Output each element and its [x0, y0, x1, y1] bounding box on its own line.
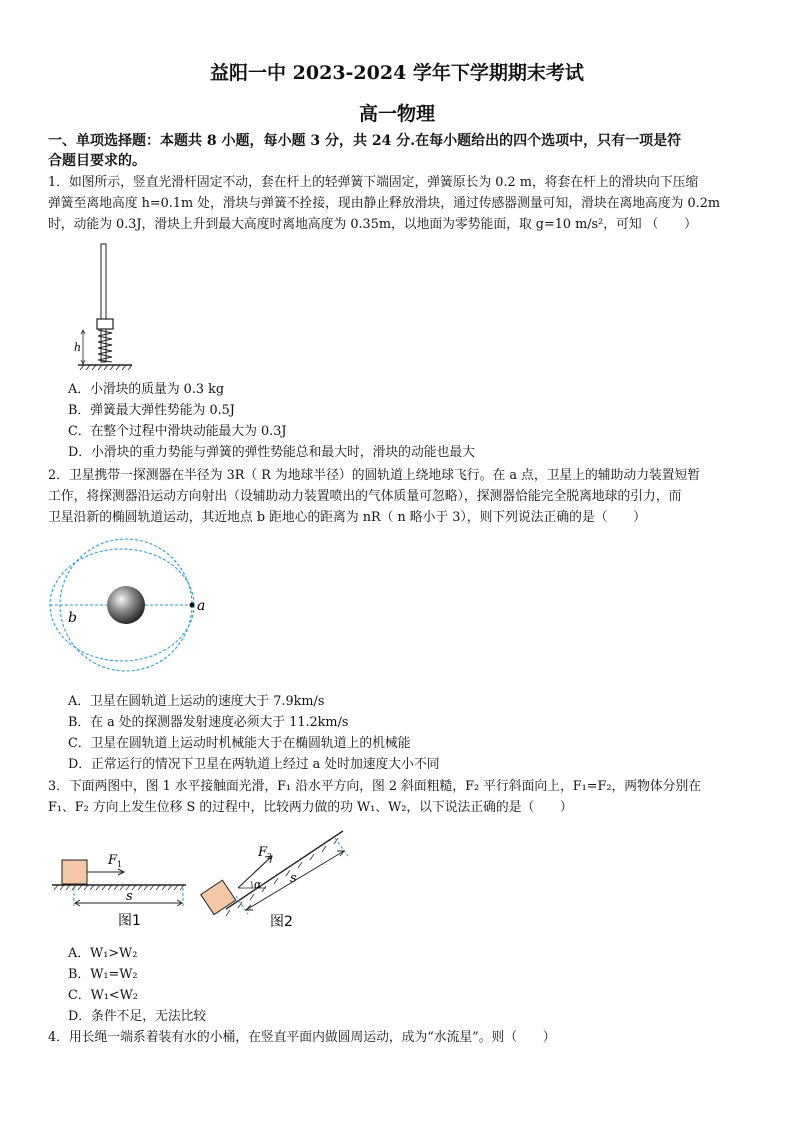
exam-title: 益阳一中 2023-2024 学年下学期期末考试: [210, 62, 584, 84]
q2-stem-line1: 2．卫星携带一探测器在半径为 3R（ R 为地球半径）的圆轨道上绕地球飞行。在 a 点，卫星上的辅助动力装置短暂: [48, 468, 701, 483]
exam-subject: 高一物理: [358, 103, 435, 125]
q2-label-b: b: [68, 610, 77, 626]
q1-option-c: C．在整个过程中滑块动能最大为 0.3J: [68, 424, 287, 439]
q3-option-a: A．W₁>W₂: [68, 946, 138, 961]
q1-stem-line3: 时，动能为 0.3J，滑块上升到最大高度时离地高度为 0.35m，以地面为零势能面，取 g=10 m/s²，可知 （ ）: [48, 217, 697, 232]
q3-fig2-disp-label: s: [290, 871, 297, 886]
earth-icon: [107, 586, 145, 624]
q2-orbit-figure: [46, 534, 216, 674]
q2-option-c: C．卫星在圆轨道上运动时机械能大于在椭圆轨道上的机械能: [68, 736, 411, 751]
q3-fig1-caption: 图1: [118, 913, 141, 929]
q1-option-d: D．小滑块的重力势能与弹簧的弹性势能总和最大时，滑块的动能也最大: [68, 445, 475, 460]
q3-fig2-caption: 图2: [270, 914, 293, 930]
q3-fig1-disp-label: s: [126, 889, 133, 904]
q3-option-b: B．W₁=W₂: [68, 967, 138, 982]
q4-stem-line1: 4．用长绳一端系着装有水的小桶，在竖直平面内做圆周运动，成为“水流星”。则（ ）: [48, 1030, 556, 1045]
q1-spring-rod-figure: [70, 242, 150, 372]
q2-option-a: A．卫星在圆轨道上运动的速度大于 7.9km/s: [68, 694, 325, 709]
q1-label-h: h: [74, 341, 82, 354]
q3-fig1-force-label: F: [108, 853, 118, 868]
q3-option-c: C．W₁<W₂: [68, 988, 138, 1003]
q3-figure-2: [204, 826, 354, 936]
section-heading-line2: 合题目要求的。: [48, 153, 146, 169]
q2-label-a: a: [197, 598, 206, 614]
q3-stem-line1: 3．下面两图中，图 1 水平接触面光滑，F₁ 沿水平方向，图 2 斜面粗糙，F₂ 平行斜面向上，F₁=F₂，两物体分别在: [48, 779, 702, 794]
q1-option-a: A．小滑块的质量为 0.3 kg: [68, 382, 225, 397]
q3-fig2-force-sub: 2: [267, 852, 273, 861]
q3-stem-line2: F₁、F₂ 方向上发生位移 S 的过程中，比较两力做的功 W₁、W₂，以下说法正确的是（ ）: [48, 800, 573, 815]
q3-fig2-angle-label: α: [254, 878, 262, 891]
q1-option-b: B．弹簧最大弹性势能为 0.5J: [68, 403, 235, 418]
q2-stem-line2: 工作，将探测器沿运动方向射出（设辅助动力装置喷出的气体质量可忽略），探测器恰能完全脱离地球的引力，而: [48, 489, 682, 504]
q3-option-d: D．条件不足，无法比较: [68, 1009, 207, 1024]
q1-stem-line1: 1．如图所示，竖直光滑杆固定不动，套在杆上的轻弹簧下端固定，弹簧原长为 0.2 m，将套在杆上的滑块向下压缩: [48, 175, 699, 190]
q1-stem-line2: 弹簧至离地高度 h=0.1m 处，滑块与弹簧不拴接，现由静止释放滑块，通过传感器测量可知，滑块在离地高度为 0.2m: [48, 196, 720, 211]
q2-option-b: B．在 a 处的探测器发射速度必须大于 11.2km/s: [68, 715, 349, 730]
q2-stem-line3: 卫星沿新的椭圆轨道运动，其近地点 b 距地心的距离为 nR（ n 略小于 3），则下列说法正确的是（ ）: [48, 510, 646, 525]
q3-fig1-force-sub: 1: [117, 860, 123, 869]
q3-fig2-force-label: F: [258, 845, 268, 860]
q2-option-d: D．正常运行的情况下卫星在两轨道上经过 a 处时加速度大小不同: [68, 757, 440, 772]
q3-figure-1: [52, 848, 192, 933]
section-heading-line1: 一、单项选择题：本题共 8 小题，每小题 3 分，共 24 分.在每小题给出的四个选项中，只有一项是符: [48, 133, 682, 149]
section-heading: [48, 131, 748, 171]
